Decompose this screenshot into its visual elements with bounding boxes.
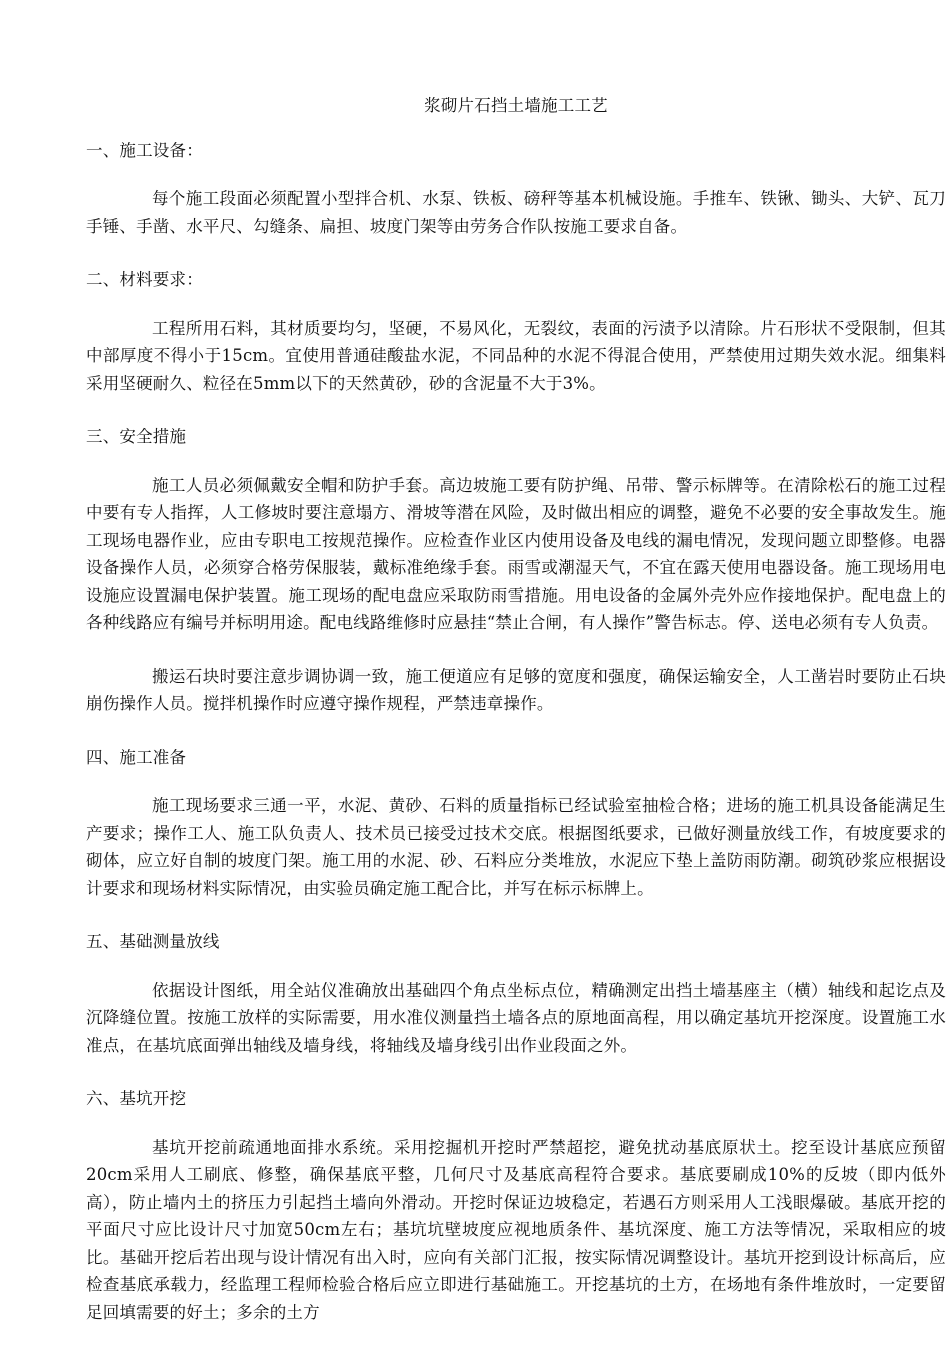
- paragraph-materials: 工程所用石料，其材质要均匀，坚硬，不易风化，无裂纹，表面的污渍予以清除。片石形状不受限制，但其中部厚度不得小于15cm。宜使用普通硅酸盐水泥，不同品种的水泥不得混合使用，严禁使用过期失效水泥。细集料采用坚硬耐久、粒径在5mm以下的天然黄砂，砂的含泥量不大于3%。: [86, 318, 946, 393]
- paragraph-equipment: 每个施工段面必须配置小型拌合机、水泵、铁板、磅秤等基本机械设施。手推车、铁锹、锄头、大铲、瓦刀手锤、手凿、水平尺、勾缝条、扁担、坡度门架等由劳务合作队按施工要求自备。: [86, 189, 946, 236]
- section-heading-materials: 二、材料要求：: [86, 270, 203, 289]
- paragraph-survey: 依据设计图纸，用全站仪准确放出基础四个角点坐标点位，精确测定出挡土墙基座主（横）轴线和起讫点及沉降缝位置。按施工放样的实际需要，用水准仪测量挡土墙各点的原地面高程，用以确定基坑开挖深度。设置施工水准点，在基坑底面弹出轴线及墙身线，将轴线及墙身线引出作业段面之外。: [86, 980, 946, 1055]
- document-title: 浆砌片石挡土墙施工工艺: [424, 96, 608, 115]
- section-heading-equipment: 一、施工设备：: [86, 140, 203, 160]
- paragraph-excavation: 基坑开挖前疏通地面排水系统。采用挖掘机开挖时严禁超挖，避免扰动基底原状土。挖至设计基底应预留20cm采用人工刷底、修整，确保基底平整，几何尺寸及基底高程符合要求。基底要刷成10%的反坡（即内低外高），防止墙内土的挤压力引起挡土墙向外滑动。开挖时保证边坡稳定，若遇石方则采用人工浅眼爆破。基底开挖的平面尺寸应比设计尺寸加宽50cm左右；基坑坑壁坡度应视地质条件、基坑深度、施工方法等情况，采取相应的坡比。基础开挖后若出现与设计情况有出入时，应向有关部门汇报，按实际情况调整设计。基坑开挖到设计标高后，应检查基底承载力，经监理工程师检验合格后应立即进行基础施工。开挖基坑的土方，在场地有条件堆放时，一定要留足回填需要的好土；多余的土方: [86, 1137, 946, 1322]
- paragraph-safety-2: 搬运石块时要注意步调协调一致，施工便道应有足够的宽度和强度，确保运输安全，人工凿岩时要防止石块崩伤操作人员。搅拌机操作时应遵守操作规程，严禁违章操作。: [86, 666, 946, 713]
- section-heading-safety: 三、安全措施: [86, 427, 187, 446]
- section-heading-preparation: 四、施工准备: [86, 747, 187, 767]
- section-heading-survey: 五、基础测量放线: [86, 932, 220, 951]
- paragraph-safety-1: 施工人员必须佩戴安全帽和防护手套。高边坡施工要有防护绳、吊带、警示标牌等。在清除松石的施工过程中要有专人指挥，人工修坡时要注意塌方、滑坡等潜在风险，及时做出相应的调整，避免不必要的安全事故发生。施工现场电器作业，应由专职电工按规范操作。应检查作业区内使用设备及电线的漏电情况，发现问题立即整修。电器设备操作人员，必须穿合格劳保服装，戴标准绝缘手套。雨雪或潮湿天气，不宜在露天使用电器设备。施工现场用电设施应设置漏电保护装置。施工现场的配电盘应采取防雨雪措施。用电设备的金属外壳外应作接地保护。配电盘上的各种线路应有编号并标明用途。配电线路维修时应悬挂“禁止合闸，有人操作”警告标志。停、送电必须有专人负责。: [86, 475, 946, 632]
- document-page: [86, 92, 946, 1352]
- section-heading-excavation: 六、基坑开挖: [86, 1089, 187, 1108]
- paragraph-preparation: 施工现场要求三通一平，水泥、黄砂、石料的质量指标已经试验室抽检合格；进场的施工机具设备能满足生产要求；操作工人、施工队负责人、技术员已接受过技术交底。根据图纸要求，已做好测量放线工作，有坡度要求的砌体，应立好自制的坡度门架。施工用的水泥、砂、石料应分类堆放，水泥应下垫上盖防雨防潮。砌筑砂浆应根据设计要求和现场材料实际情况，由实验员确定施工配合比，并写在标示标牌上。: [86, 796, 946, 898]
